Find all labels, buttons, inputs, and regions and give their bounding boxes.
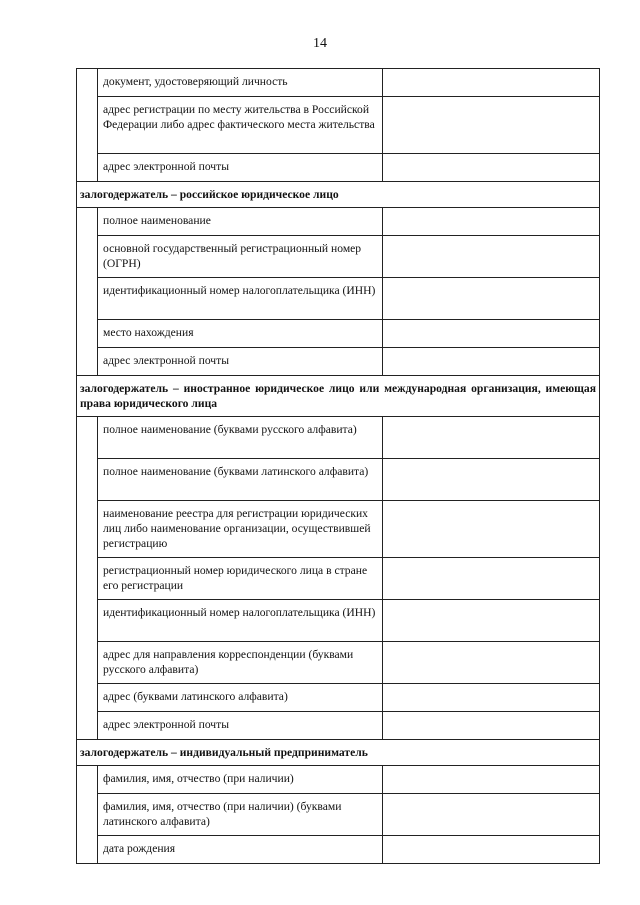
field-label: идентификационный номер налогоплательщика (ИНН)	[98, 278, 383, 320]
field-value-cell[interactable]	[383, 501, 600, 558]
indent-cell	[77, 501, 98, 558]
field-label: полное наименование (буквами латинского алфавита)	[98, 459, 383, 501]
field-value-cell[interactable]	[383, 208, 600, 236]
field-label: документ, удостоверяющий личность	[98, 69, 383, 97]
form-row	[77, 417, 600, 459]
field-value-cell[interactable]	[383, 154, 600, 182]
field-label: фамилия, имя, отчество (при наличии)	[98, 766, 383, 794]
pledgee-form-table	[76, 68, 600, 864]
form-row	[77, 836, 600, 864]
field-label: идентификационный номер налогоплательщика (ИНН)	[98, 600, 383, 642]
indent-cell	[77, 459, 98, 501]
form-row	[77, 320, 600, 348]
indent-cell	[77, 154, 98, 182]
page-number: 14	[313, 36, 327, 51]
field-value-cell[interactable]	[383, 69, 600, 97]
field-value-cell[interactable]	[383, 278, 600, 320]
field-label: фамилия, имя, отчество (при наличии) (буквами латинского алфавита)	[98, 794, 383, 836]
indent-cell	[77, 600, 98, 642]
form-row	[77, 600, 600, 642]
indent-cell	[77, 320, 98, 348]
form-row	[77, 208, 600, 236]
field-label: дата рождения	[98, 836, 383, 864]
form-row	[77, 69, 600, 97]
field-value-cell[interactable]	[383, 348, 600, 376]
indent-cell	[77, 558, 98, 600]
field-value-cell[interactable]	[383, 558, 600, 600]
field-label: полное наименование (буквами русского алфавита)	[98, 417, 383, 459]
indent-cell	[77, 69, 98, 97]
form-row	[77, 154, 600, 182]
indent-cell	[77, 208, 98, 236]
field-value-cell[interactable]	[383, 836, 600, 864]
form-row	[77, 684, 600, 712]
field-value-cell[interactable]	[383, 236, 600, 278]
field-value-cell[interactable]	[383, 97, 600, 154]
form-row	[77, 642, 600, 684]
field-label: адрес электронной почты	[98, 154, 383, 182]
field-value-cell[interactable]	[383, 417, 600, 459]
form-row	[77, 794, 600, 836]
section-header-row	[77, 740, 600, 766]
section-header: залогодержатель – индивидуальный предприниматель	[77, 740, 600, 766]
field-label: регистрационный номер юридического лица в стране его регистрации	[98, 558, 383, 600]
field-label: адрес (буквами латинского алфавита)	[98, 684, 383, 712]
form-row	[77, 236, 600, 278]
field-label: адрес электронной почты	[98, 712, 383, 740]
field-label: место нахождения	[98, 320, 383, 348]
field-label: адрес регистрации по месту жительства в Российской Федерации либо адрес фактического места жительства	[98, 97, 383, 154]
field-value-cell[interactable]	[383, 459, 600, 501]
indent-cell	[77, 417, 98, 459]
field-label: адрес электронной почты	[98, 348, 383, 376]
indent-cell	[77, 278, 98, 320]
section-header: залогодержатель – российское юридическое лицо	[77, 182, 600, 208]
form-row	[77, 459, 600, 501]
form-row	[77, 712, 600, 740]
form-row	[77, 766, 600, 794]
section-header-row	[77, 376, 600, 417]
field-value-cell[interactable]	[383, 766, 600, 794]
indent-cell	[77, 642, 98, 684]
form-row	[77, 97, 600, 154]
field-value-cell[interactable]	[383, 600, 600, 642]
field-value-cell[interactable]	[383, 642, 600, 684]
section-header: залогодержатель – иностранное юридическое лицо или международная организация, имеющая права юридического лица	[77, 376, 600, 417]
indent-cell	[77, 97, 98, 154]
field-value-cell[interactable]	[383, 794, 600, 836]
indent-cell	[77, 766, 98, 794]
indent-cell	[77, 836, 98, 864]
indent-cell	[77, 684, 98, 712]
indent-cell	[77, 236, 98, 278]
form-row	[77, 558, 600, 600]
field-label: полное наименование	[98, 208, 383, 236]
section-header-row	[77, 182, 600, 208]
field-label: основной государственный регистрационный номер (ОГРН)	[98, 236, 383, 278]
indent-cell	[77, 348, 98, 376]
field-label: наименование реестра для регистрации юридических лиц либо наименование организации, осуществившей регистрацию	[98, 501, 383, 558]
form-row	[77, 348, 600, 376]
field-value-cell[interactable]	[383, 320, 600, 348]
field-label: адрес для направления корреспонденции (буквами русского алфавита)	[98, 642, 383, 684]
field-value-cell[interactable]	[383, 684, 600, 712]
form-row	[77, 501, 600, 558]
form-row	[77, 278, 600, 320]
indent-cell	[77, 712, 98, 740]
field-value-cell[interactable]	[383, 712, 600, 740]
indent-cell	[77, 794, 98, 836]
